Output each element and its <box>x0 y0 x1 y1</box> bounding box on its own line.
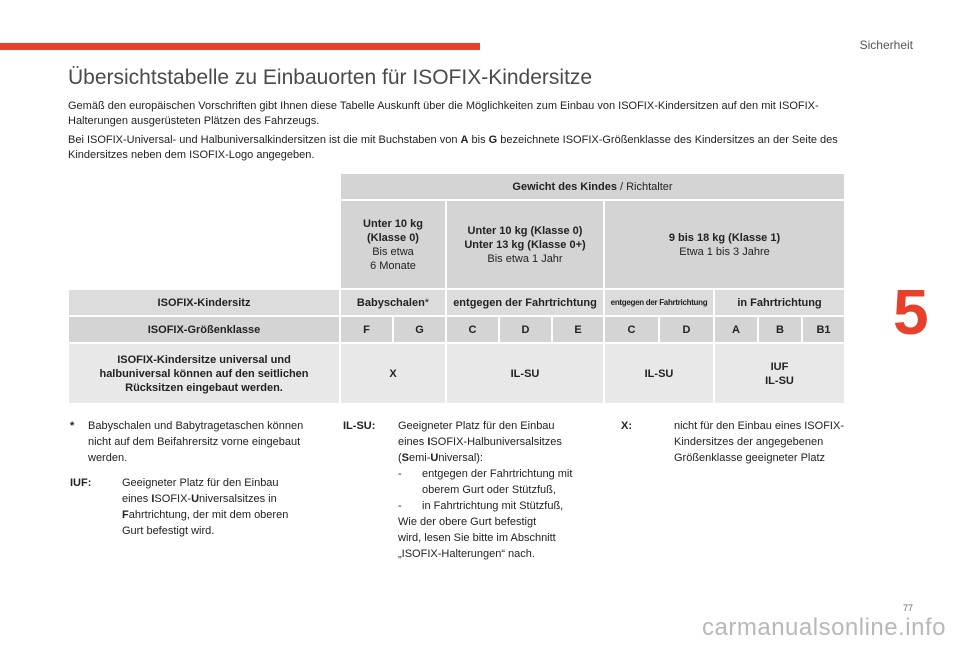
universal-value-cell: IL-SU <box>446 343 604 404</box>
group-0: Unter 10 kg (Klasse 0) Bis etwa 6 Monate <box>340 200 446 289</box>
row-label-size-class: ISOFIX-Größenklasse <box>68 316 340 343</box>
universal-value-cell: IUF IL-SU <box>714 343 845 404</box>
group-1: 9 bis 18 kg (Klasse 1) Etwa 1 bis 3 Jahre <box>604 200 845 289</box>
watermark: carmanualsonline.info <box>702 614 946 641</box>
row-label-isofix-seat: ISOFIX-Kindersitz <box>68 289 340 316</box>
type-babyschalen: Babyschalen* <box>340 289 446 316</box>
size-class-cell: G <box>393 316 446 343</box>
section-title: Sicherheit <box>859 38 913 52</box>
size-class-cell: C <box>604 316 659 343</box>
size-class-cell: C <box>446 316 499 343</box>
size-class-cell: B1 <box>802 316 845 343</box>
footnote-star: * Babyschalen und Babytragetaschen können nicht auf dem Beifahrersitz vorne eingebaut werden. <box>70 420 304 464</box>
intro-paragraph-1: Gemäß den europäischen Vorschriften gibt Ihnen diese Tabelle Auskunft über die Möglichkeiten zum Einbau von ISOFIX-Kindersitzen auf den mit ISOFIX-Halterungen ausgerüsteten Plätzen des Fahrzeugs. <box>68 100 819 127</box>
type-rear-facing: entgegen der Fahrtrichtung <box>446 289 604 316</box>
section-accent-bar <box>0 43 480 50</box>
footnote-il-su: IL-SU: Geeigneter Platz für den Einbau eines ISOFIX-Halbuniversalsitzes (Semi-Universal): - entgegen der Fahrtrichtung mit oberem Gurt oder Stützfuß, - in Fahrtrichtung mit Stützfuß, Wie der obere Gurt befestigt wird, lesen Sie bitte im Abschnitt „ISOFIX-Halterungen“ nach. <box>343 420 573 560</box>
group-0plus: Unter 10 kg (Klasse 0) Unter 13 kg (Klasse 0+) Bis etwa 1 Jahr <box>446 200 604 289</box>
type-rear-facing-2: entgegen der Fahrtrichtung <box>604 289 714 316</box>
size-class-cell: A <box>714 316 758 343</box>
universal-value-cell: X <box>340 343 446 404</box>
page-title: Übersichtstabelle zu Einbauorten für ISOFIX-Kindersitze <box>68 66 593 89</box>
weight-header: Gewicht des Kindes / Richtalter <box>340 173 845 200</box>
universal-value-cell: IL-SU <box>604 343 714 404</box>
row-label-universal: ISOFIX-Kindersitze universal und halbuniversal können auf den seitlichen Rücksitzen eingebaut werden. <box>68 343 340 404</box>
intro-paragraph-2: Bei ISOFIX-Universal- und Halbuniversalkindersitzen ist die mit Buchstaben von A bis G bezeichnete ISOFIX-Größenklasse des Kindersitzes an der Seite des Kindersitzes neben dem ISOFIX-Logo angegeben. <box>68 134 838 161</box>
chapter-number: 5 <box>893 276 929 348</box>
size-class-cell: E <box>552 316 604 343</box>
footnote-x: X: nicht für den Einbau eines ISOFIX-Kindersitzes der angegebenen Größenklasse geeigneter Platz <box>621 420 844 464</box>
page-number: 77 <box>902 603 913 613</box>
footnote-iuf: IUF: Geeigneter Platz für den Einbau eines ISOFIX-Universalsitzes in Fahrtrichtung, der mit dem oberen Gurt befestigt wird. <box>70 477 289 537</box>
size-class-cell: D <box>659 316 714 343</box>
type-forward-facing: in Fahrtrichtung <box>714 289 845 316</box>
size-class-cell: D <box>499 316 552 343</box>
size-class-cell: B <box>758 316 802 343</box>
size-class-cell: F <box>340 316 393 343</box>
isofix-table <box>68 173 845 404</box>
